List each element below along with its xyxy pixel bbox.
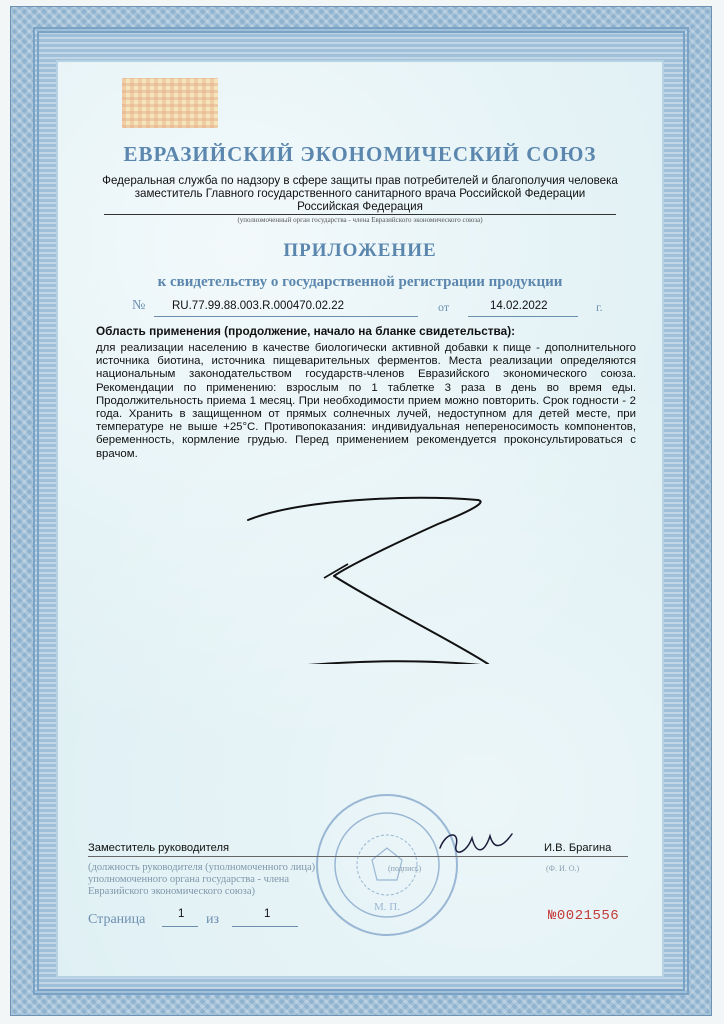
agency-caption: (уполномоченный орган государства - члена Евразийского экономического союза) [237,216,483,224]
certificate-date: 14.02.2022 [490,300,548,312]
agency-line: Федеральная служба по надзору в сфере защиты прав потребителей и благополучия человека [102,174,618,187]
serial-number: №0021556 [548,908,620,924]
page-current-underline [162,926,198,927]
signature-line [88,856,628,857]
certificate-number: RU.77.99.88.003.R.000470.02.22 [172,300,344,312]
agency-line: Российская Федерация [297,200,423,213]
signature-caption: (подпись) [388,864,422,873]
fio-caption: (Ф. И. О.) [546,864,580,873]
agency-block [78,174,642,213]
number-underline [154,316,418,317]
position-caption: (должность руководителя (уполномоченного лица) уполномоченного органа государства - члена Евразийского экономического союза) [88,862,316,897]
stamp-label: М. П. [374,901,400,913]
appendix-subtitle: к свидетельству о государственной регистрации продукции [157,274,563,290]
agency-underline [104,214,616,215]
signer-name: И.В. Брагина [544,842,612,854]
from-label: от [438,300,450,314]
page-total: 1 [264,908,271,920]
certificate-sheet [58,62,662,976]
large-signature [238,494,538,664]
number-sign: № [132,298,146,313]
page-current: 1 [178,908,185,920]
hologram-sticker [122,78,218,128]
scope-body: для реализации населению в качестве биологически активной добавки к пище - дополнительного источника биотина, источника пищеварительных ферментов. Места реализации определяются национальным законодательством государств-членов Евразийского экономического союза. Рекомендации по применению: взрослым по 1 таблетке 3 раза в день во время еды. Продолжительность приема 1 месяц. При необходимости прием можно повторить. Срок годности - 2 года. Хранить в защищенном от прямых солнечных лучей, недоступном для детей месте, при температуре не выше +25°С. Противопоказания: индивидуальная непереносимость компонентов, беременность, кормление грудью. Перед применением рекомендуется проконсультироваться с врачом. [96,342,636,460]
page-total-underline [232,926,298,927]
handwritten-signature [436,824,516,864]
page-label: Страница [88,912,146,927]
scope-title: Область применения (продолжение, начало на бланке свидетельства): [96,324,516,338]
page-of-label: из [206,912,220,927]
year-suffix: г. [596,300,603,314]
agency-line: заместитель Главного государственного санитарного врача Российской Федерации [134,187,586,200]
deputy-label: Заместитель руководителя [88,842,230,854]
appendix-title: ПРИЛОЖЕНИЕ [283,240,437,261]
date-underline [468,316,578,317]
union-title: ЕВРАЗИЙСКИЙ ЭКОНОМИЧЕСКИЙ СОЮЗ [123,142,597,166]
